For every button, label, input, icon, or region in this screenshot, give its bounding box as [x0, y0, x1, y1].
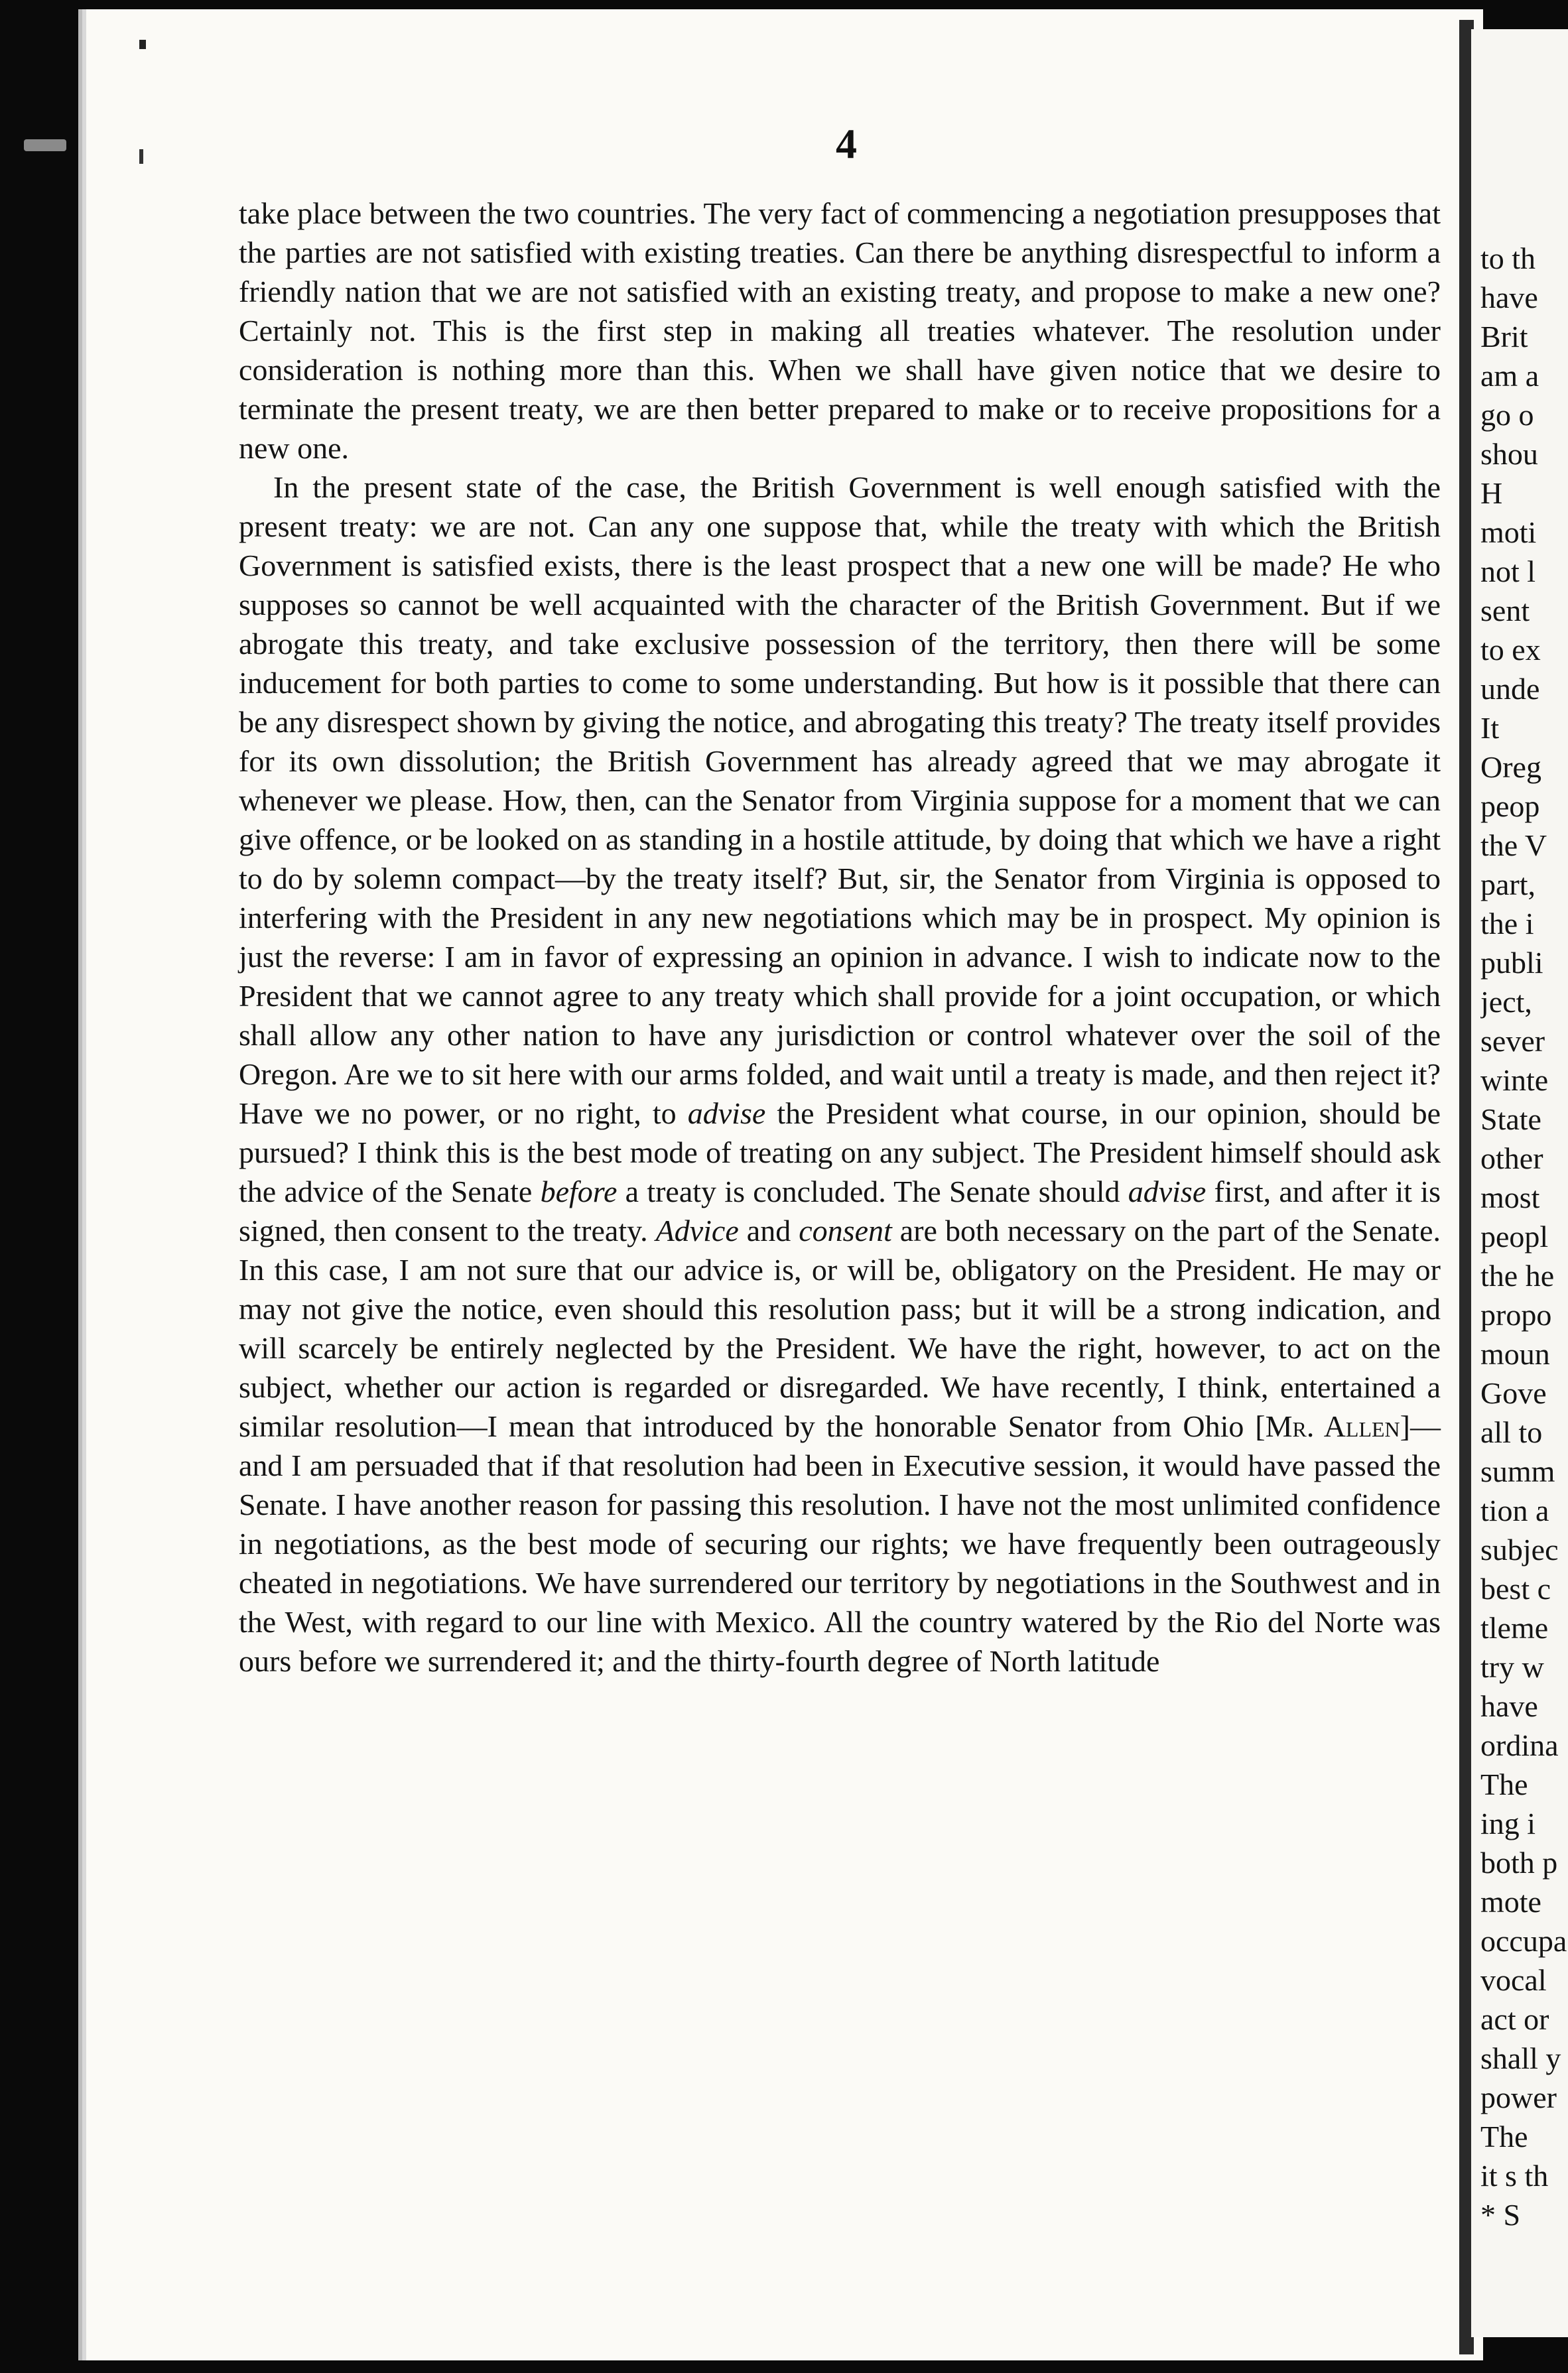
adjacent-line: other: [1480, 1141, 1543, 1175]
adjacent-line: Brit: [1480, 320, 1528, 353]
adjacent-line: the he: [1480, 1259, 1555, 1293]
adjacent-line: It: [1480, 711, 1500, 745]
adjacent-line: ing i: [1480, 1807, 1536, 1840]
adjacent-line: sever: [1480, 1024, 1545, 1058]
adjacent-line: tleme: [1480, 1611, 1549, 1645]
adjacent-line: mote: [1480, 1885, 1541, 1919]
page-number: 4: [836, 120, 857, 167]
adjacent-line: State: [1480, 1102, 1541, 1136]
adjacent-line: go o: [1480, 398, 1534, 432]
scan-mark: [24, 139, 66, 151]
adjacent-line: subjec: [1480, 1533, 1559, 1567]
adjacent-line: most: [1480, 1181, 1540, 1214]
paragraph: In the present state of the case, the British Government is well enough satisfied with the present treaty: we are not. Can any one suppose that, while the treaty with which the British Government is satisfied exists, there is the least prospect that a new one will be made? He who supposes so cannot be well acquainted with the character of the British Government. But if we abrogate this treaty, and take exclusive possession of the territory, then there will be some inducement for both parties to come to some understanding. But how is it possible that there can be any disrespect shown by giving the notice, and abrogating this treaty? The treaty itself provides for its own dissolution; the British Government has already agreed that we may abrogate it whenever we please. How, then, can the Senator from Virginia suppose for a moment that we can give offence, or be looked on as standing in a hostile attitude, by doing that which we have a right to do by solemn compact—by the treaty itself? But, sir, the Senator from Virginia is opposed to interfering with the President in any new negotiations which may be in prospect. My opinion is just the reverse: I am in favor of expressing an opinion in advance. I wish to indicate now to the President that we cannot agree to any treaty which shall provide for a joint occupation, or which shall allow any other nation to have any jurisdiction or control whatever over the soil of the Oregon. Are we to sit here with our arms folded, and wait until a treaty is made, and then reject it? Have we no power, or no right, to advise the President what course, in our opinion, should be pursued? I think this is the best mode of treating on any subject. The President himself should ask the advice of the Senate before a treaty is concluded. The Senate should advise first, and after it is signed, then consent to the treaty. Advice and consent are both necessary on the part of the Senate. In this case, I am not sure that our advice is, or will be, obligatory on the President. He may or may not give the notice, even should this resolution pass; but it will be a strong indication, and will scarcely be entirely neglected by the President. We have the right, however, to act on the subject, whether our action is regarded or disregarded. We have recently, I think, entertained a similar resolution—I mean that introduced by the honorable Senator from Ohio [Mr. Allen]—and I am persuaded that if that resolution had been in Executive session, it would have passed the Senate. I have another reason for passing this resolution. I have not the most unlimited confidence in negotiations, as the best mode of securing our rights; we have frequently been outrageously cheated in negotiations. We have surrendered our territory by negotiations in the Southwest and in the West, with regard to our line with Mexico. All the country watered by the Rio del Norte was ours before we surrendered it; and the thirty-fourth degree of North latitude: [239, 470, 1441, 1678]
paragraph: take place between the two countries. The very fact of commencing a negotiation presupposes that the parties are not satisfied with existing treaties. Can there be anything disrespectful to inform a friendly nation that we are not satisfied with an existing treaty, and propose to make a new one? Certainly not. This is the first step in making all treaties whatever. The resolution under consideration is nothing more than this. When we shall have given notice that we desire to terminate the present treaty, we are then better prepared to make or to receive propositions for a new one.: [239, 196, 1441, 465]
adjacent-line: to th: [1480, 241, 1536, 275]
adjacent-line: vocal: [1480, 1963, 1547, 1997]
adjacent-line: moti: [1480, 515, 1537, 549]
adjacent-page-text: [1480, 239, 1568, 2234]
adjacent-line: shou: [1480, 437, 1538, 471]
scan-mark: [139, 149, 143, 164]
body-text: [239, 194, 1441, 1681]
adjacent-line: Oreg: [1480, 750, 1541, 784]
adjacent-line: power: [1480, 2081, 1557, 2114]
adjacent-line: it s th: [1480, 2159, 1549, 2193]
adjacent-line: shall y: [1480, 2041, 1561, 2075]
adjacent-line: propo: [1480, 1298, 1552, 1332]
adjacent-line: both p: [1480, 1846, 1558, 1880]
adjacent-line: moun: [1480, 1337, 1550, 1371]
adjacent-line: part,: [1480, 867, 1536, 901]
adjacent-line: Gove: [1480, 1376, 1547, 1410]
adjacent-line: have: [1480, 281, 1538, 314]
adjacent-line: am a: [1480, 359, 1539, 393]
adjacent-line: try w: [1480, 1650, 1544, 1684]
adjacent-line: winte: [1480, 1063, 1549, 1097]
adjacent-line: best c: [1480, 1572, 1551, 1606]
adjacent-line: peop: [1480, 789, 1540, 823]
adjacent-line: act or: [1480, 2002, 1549, 2036]
adjacent-line: unde: [1480, 672, 1540, 706]
adjacent-line: the V: [1480, 828, 1547, 862]
adjacent-line: * S: [1480, 2198, 1521, 2232]
adjacent-line: publi: [1480, 946, 1543, 980]
adjacent-line: the i: [1480, 907, 1534, 940]
adjacent-line: ject,: [1480, 985, 1532, 1019]
adjacent-line: H: [1480, 476, 1503, 510]
adjacent-line: ordina: [1480, 1728, 1559, 1762]
adjacent-line: all to: [1480, 1415, 1543, 1449]
adjacent-line: not l: [1480, 554, 1536, 588]
adjacent-line: tion a: [1480, 1494, 1549, 1527]
adjacent-line: to ex: [1480, 633, 1541, 667]
scan-mark: [139, 40, 146, 49]
adjacent-line: summ: [1480, 1454, 1555, 1488]
adjacent-line: The: [1480, 2120, 1528, 2153]
adjacent-line: sent: [1480, 594, 1530, 627]
adjacent-line: occupa: [1480, 1924, 1567, 1958]
adjacent-line: have: [1480, 1689, 1538, 1723]
adjacent-line: peopl: [1480, 1220, 1549, 1253]
adjacent-line: The: [1480, 1767, 1528, 1801]
